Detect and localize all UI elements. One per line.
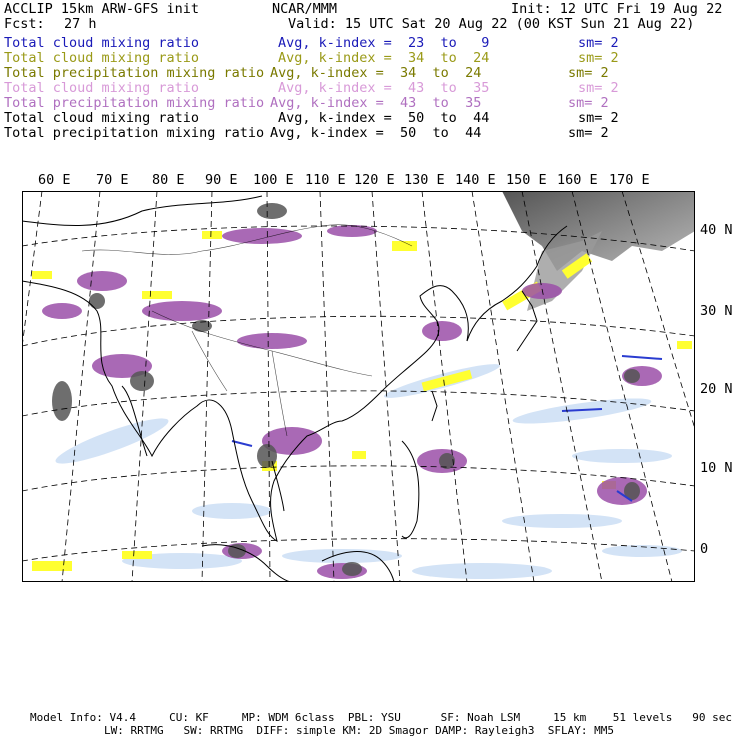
valid-time: Valid: 15 UTC Sat 20 Aug 22 (00 KST Sun 21 Aug 22) [288, 16, 695, 32]
model-info-line1: Model Info: V4.4 CU: KF MP: WDM 6class PBL: YSU SF: Noah LSM 15 km 51 levels 90 sec [30, 711, 732, 724]
legend-avg: Avg, k-index = 23 to 9 [278, 35, 490, 51]
lon-label: 70 E [96, 172, 129, 188]
legend-avg: Avg, k-index = 50 to 44 [278, 110, 490, 126]
lat-label: 0 [700, 541, 709, 557]
legend-field: Total cloud mixing ratio [4, 50, 200, 66]
lon-label: 60 E [38, 172, 71, 188]
model-title: ACCLIP 15km ARW-GFS init [4, 1, 200, 17]
lon-label: 90 E [205, 172, 238, 188]
legend-field: Total precipitation mixing ratio [4, 125, 265, 141]
init-time: Init: 12 UTC Fri 19 Aug 22 [511, 1, 723, 17]
legend-sm: sm= 2 [578, 50, 619, 66]
fcst-label: Fcst: [4, 16, 45, 32]
lon-label: 140 E [455, 172, 496, 188]
legend-field: Total cloud mixing ratio [4, 110, 200, 126]
legend-field: Total precipitation mixing ratio [4, 65, 265, 81]
legend-avg: Avg, k-index = 50 to 44 [270, 125, 482, 141]
lon-label: 150 E [506, 172, 547, 188]
legend-sm: sm= 2 [568, 65, 609, 81]
legend-sm: sm= 2 [578, 80, 619, 96]
lat-label: 20 N [700, 381, 733, 397]
lon-label: 110 E [305, 172, 346, 188]
legend-sm: sm= 2 [578, 35, 619, 51]
legend-field: Total cloud mixing ratio [4, 35, 200, 51]
fcst-value: 27 h [64, 16, 97, 32]
lon-label: 170 E [609, 172, 650, 188]
legend-field: Total precipitation mixing ratio [4, 95, 265, 111]
model-info-line2: LW: RRTMG SW: RRTMG DIFF: simple KM: 2D Smagor DAMP: Rayleigh3 SFLAY: MM5 [104, 724, 614, 737]
legend-avg: Avg, k-index = 43 to 35 [278, 80, 490, 96]
lat-label: 30 N [700, 303, 733, 319]
lat-label: 10 N [700, 460, 733, 476]
lon-label: 120 E [354, 172, 395, 188]
org-label: NCAR/MMM [272, 1, 338, 17]
lat-label: 40 N [700, 222, 733, 238]
legend-field: Total cloud mixing ratio [4, 80, 200, 96]
lon-label: 100 E [253, 172, 294, 188]
legend-sm: sm= 2 [568, 95, 609, 111]
forecast-map [22, 191, 695, 582]
lon-label: 130 E [404, 172, 445, 188]
lon-label: 160 E [557, 172, 598, 188]
legend-avg: Avg, k-index = 43 to 35 [270, 95, 482, 111]
lon-label: 80 E [152, 172, 185, 188]
legend-avg: Avg, k-index = 34 to 24 [270, 65, 482, 81]
legend-sm: sm= 2 [578, 110, 619, 126]
legend-avg: Avg, k-index = 34 to 24 [278, 50, 490, 66]
legend-sm: sm= 2 [568, 125, 609, 141]
